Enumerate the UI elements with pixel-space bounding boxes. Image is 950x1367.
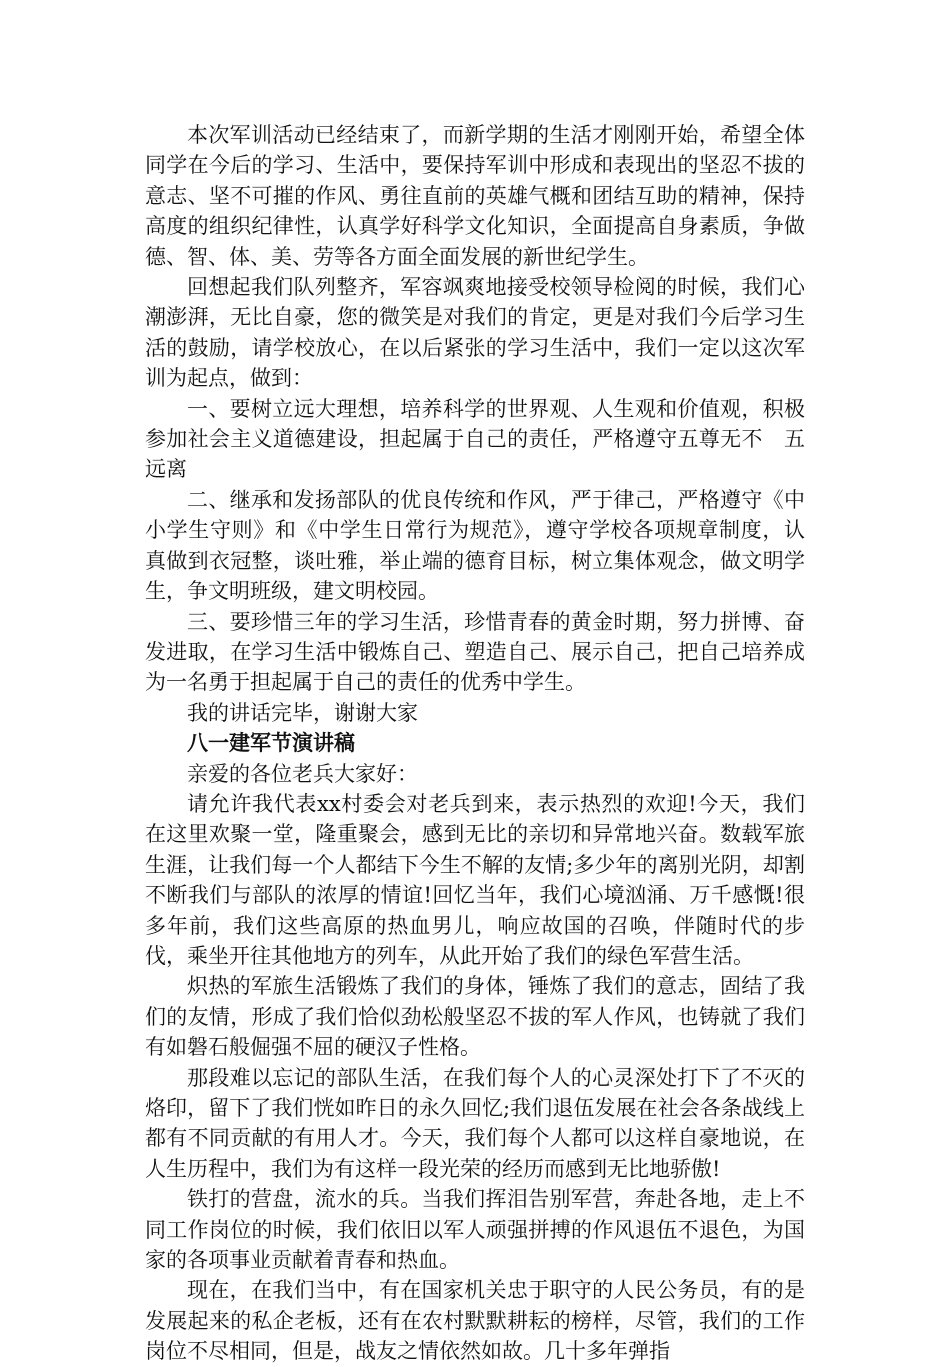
paragraph-speech-end: 我的讲话完毕，谢谢大家 (187, 700, 418, 725)
paragraph-iron-camp: 铁打的营盘，流水的兵。当我们挥泪告别军营，奔赴各地，走上不同工作岗位的时候，我们依旧以军人顽强拼搏的作风退伍不退色，为国家的各项事业贡献着青春和热血。 (145, 1187, 805, 1273)
document-page (145, 120, 805, 1367)
paragraph-welcome: 请允许我代表xx村委会对老兵到来，表示热烈的欢迎!今天，我们在这里欢聚一堂，隆重聚会，感到无比的亲切和异常地兴奋。数载军旅生涯，让我们每一个人都结下今生不解的友情;多少年的离别光阴，却割不断我们与部队的浓厚的情谊!回忆当年，我们心境汹涌、万千感慨!很多年前，我们这些高原的热血男儿，响应故国的召唤，伴随时代的步伐，乘坐开往其他地方的列车，从此开始了我们的绿色军营生活。 (145, 791, 805, 968)
paragraph-greeting: 亲爱的各位老兵大家好： (187, 761, 418, 786)
paragraph-pledge-1: 一、要树立远大理想，培养科学的世界观、人生观和价值观，积极参加社会主义道德建设，担起属于自己的责任，严格遵守五尊无不 五远离 (145, 396, 805, 482)
paragraph-review-memory: 回想起我们队列整齐，军容飒爽地接受校领导检阅的时候，我们心潮澎湃，无比自豪，您的微笑是对我们的肯定，更是对我们今后学习生活的鼓励，请学校放心，在以后紧张的学习生活中，我们一定以这次军训为起点，做到： (145, 275, 805, 391)
paragraph-closing-summary: 本次军训活动已经结束了，而新学期的生活才刚刚开始，希望全体同学在今后的学习、生活中，要保持军训中形成和表现出的坚忍不拔的意志、坚不可摧的作风、勇往直前的英雄气概和团结互助的精神，保持高度的组织纪律性，认真学好科学文化知识，全面提高自身素质，争做德、智、体、美、劳等各方面全面发展的新世纪学生。 (145, 123, 805, 269)
paragraph-pledge-2: 二、继承和发扬部队的优良传统和作风，严于律己，严格遵守《中小学生守则》和《中学生日常行为规范》，遵守学校各项规章制度，认真做到衣冠整，谈吐雅，举止端的德育目标，树立集体观念，做文明学生，争文明班级，建文明校园。 (145, 487, 805, 604)
paragraph-memories: 那段难以忘记的部队生活，在我们每个人的心灵深处打下了不灭的烙印，留下了我们恍如昨日的永久回忆;我们退伍发展在社会各条战线上都有不同贡献的有用人才。今天，我们每个人都可以这样自豪地说，在人生历程中，我们为有这样一段光荣的经历而感到无比地骄傲! (145, 1065, 805, 1181)
section-heading: 八一建军节演讲稿 (187, 730, 355, 756)
paragraph-military-life: 炽热的军旅生活锻炼了我们的身体，锤炼了我们的意志，固结了我们的友情，形成了我们恰似劲松般坚忍不拔的军人作风，也铸就了我们有如磐石般倔强不屈的硬汉子性格。 (145, 974, 805, 1060)
paragraph-present: 现在，在我们当中，有在国家机关忠于职守的人民公务员，有的是发展起来的私企老板，还有在农村默默耕耘的榜样，尽管，我们的工作岗位不尽相同，但是，战友之情依然如故。几十多年弹指 (145, 1278, 805, 1364)
paragraph-pledge-3: 三、要珍惜三年的学习生活，珍惜青春的黄金时期，努力拼博、奋发进取，在学习生活中锻炼自己、塑造自己、展示自己，把自己培养成为一名勇于担起属于自己的责任的优秀中学生。 (145, 609, 805, 695)
